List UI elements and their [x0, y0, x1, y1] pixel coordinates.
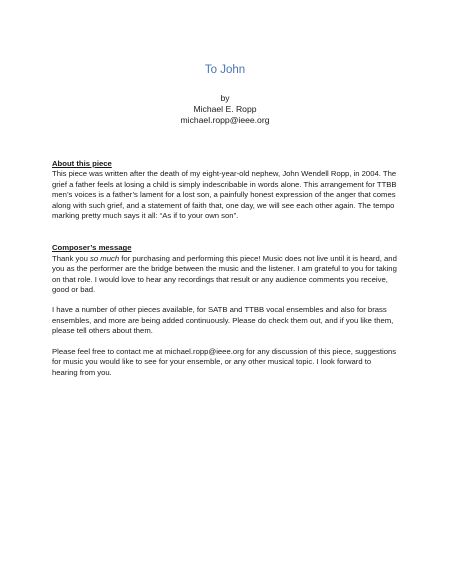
composer-p1-after: for purchasing and performing this piece! Music does not live until it is heard, and you as the performer are the bridge between the music and the listener. I am grateful to you for taking on that role. I would love to hear any recordings that result or any audience comments you receive, good or bad. [52, 253, 397, 295]
composer-heading: Composer’s message [52, 243, 132, 253]
byline-by: by [220, 93, 230, 103]
composer-section [52, 243, 398, 377]
about-heading: About this piece [52, 159, 112, 168]
document-title: To John [204, 64, 246, 76]
author-email: michael.ropp@ieee.org [180, 115, 270, 125]
author-name: Michael E. Ropp [193, 104, 257, 114]
composer-paragraph-3: Please feel free to contact me at michael.ropp@ieee.org for any discussion of this piece, suggestions for music you would like to see for your ensemble, or any other musical topic. I look forward to hearing from you. [52, 346, 397, 377]
byline [52, 93, 398, 126]
composer-paragraph-2: I have a number of other pieces available, for SATB and TTBB vocal ensembles and also for brass ensembles, and more are being added continuously. Please do check them out, and if you like them, please tell others about them. [52, 305, 394, 336]
about-paragraph: This piece was written after the death of my eight-year-old nephew, John Wendell Ropp, in 2004. The grief a father feels at losing a child is simply indescribable in words alone. This arrangement for TTBB men’s voices is a father’s lament for a lost son, a painfully honest expression of the anger that comes along with such grief, and a statement of faith that, one day, we will see each other again. The tempo marking pretty much says it all: “As if to your own son”. [52, 169, 397, 221]
composer-paragraph-1 [52, 254, 398, 296]
composer-p1-emphasis: so much [90, 253, 120, 263]
composer-p1-before: Thank you [52, 253, 91, 263]
about-section [52, 159, 398, 221]
